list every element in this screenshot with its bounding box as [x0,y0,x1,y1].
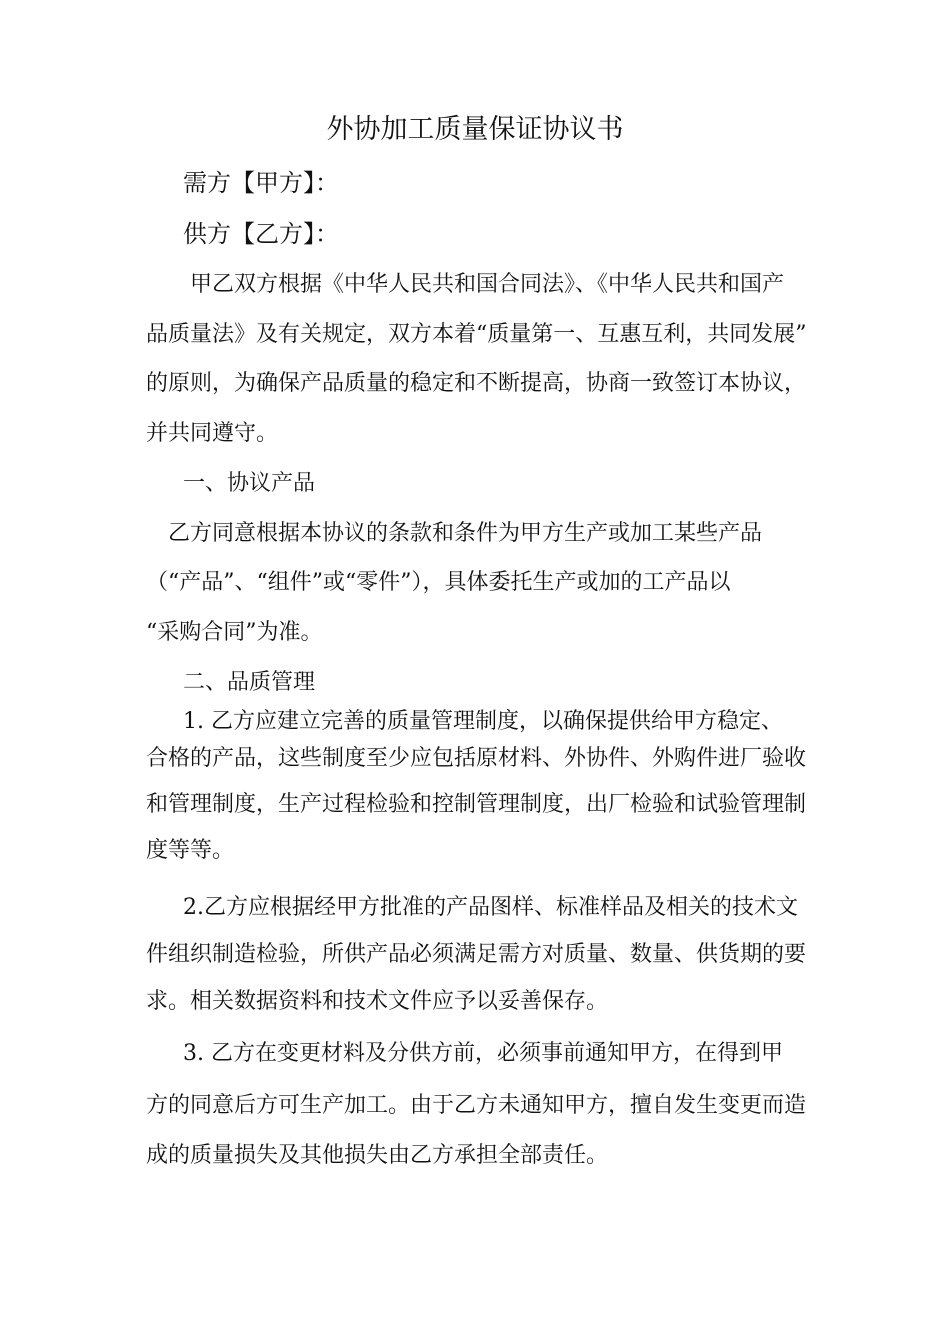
supplier-party-label: 供方【乙方】： [183,220,339,248]
item3-line: 3. 乙方在变更材料及分供方前，必须事前通知甲方，在得到甲 [183,1041,783,1066]
item1-line: 1. 乙方应建立完善的质量管理制度，以确保提供给甲方稳定、 [183,709,783,734]
section1-line: （“产品”、“组件”或“零件”），具体委托生产或加的工产品以 [146,570,731,595]
document-title: 外协加工质量保证协议书 [326,114,624,145]
section2-heading: 二、品质管理 [183,670,316,695]
item2-line: 2.乙方应根据经甲方批准的产品图样、标准样品及相关的技术文 [183,895,798,920]
item3-line: 成的质量损失及其他损失由乙方承担全部责任。 [146,1143,609,1168]
item1-line: 和管理制度，生产过程检验和控制管理制度，出厂检验和试验管理制 [146,792,807,817]
preamble-line: 的原则，为确保产品质量的稳定和不断提高，协商一致签订本协议， [146,371,807,396]
item1-line: 度等等。 [146,838,235,863]
preamble-line: 并共同遵守。 [146,421,279,446]
item3-line: 方的同意后方可生产加工。由于乙方未通知甲方，擅自发生变更而造 [146,1093,807,1118]
section1-line: 乙方同意根据本协议的条款和条件为甲方生产或加工某些产品 [168,521,763,546]
item2-line: 件组织制造检验，所供产品必须满足需方对质量、数量、供货期的要 [146,942,807,967]
buyer-party-label: 需方【甲方】： [183,169,339,197]
preamble-line: 甲乙双方根据《中华人民共和国合同法》、《中华人民共和国产 [190,272,785,297]
section1-line: “采购合同”为准。 [146,620,323,645]
item2-line: 求。相关数据资料和技术文件应予以妥善保存。 [146,989,609,1014]
preamble-line: 品质量法》及有关规定，双方本着“质量第一、互惠互利，共同发展” [146,322,807,347]
section1-heading: 一、协议产品 [183,471,316,496]
item1-line: 合格的产品，这些制度至少应包括原材料、外协件、外购件进厂验收 [146,746,807,771]
